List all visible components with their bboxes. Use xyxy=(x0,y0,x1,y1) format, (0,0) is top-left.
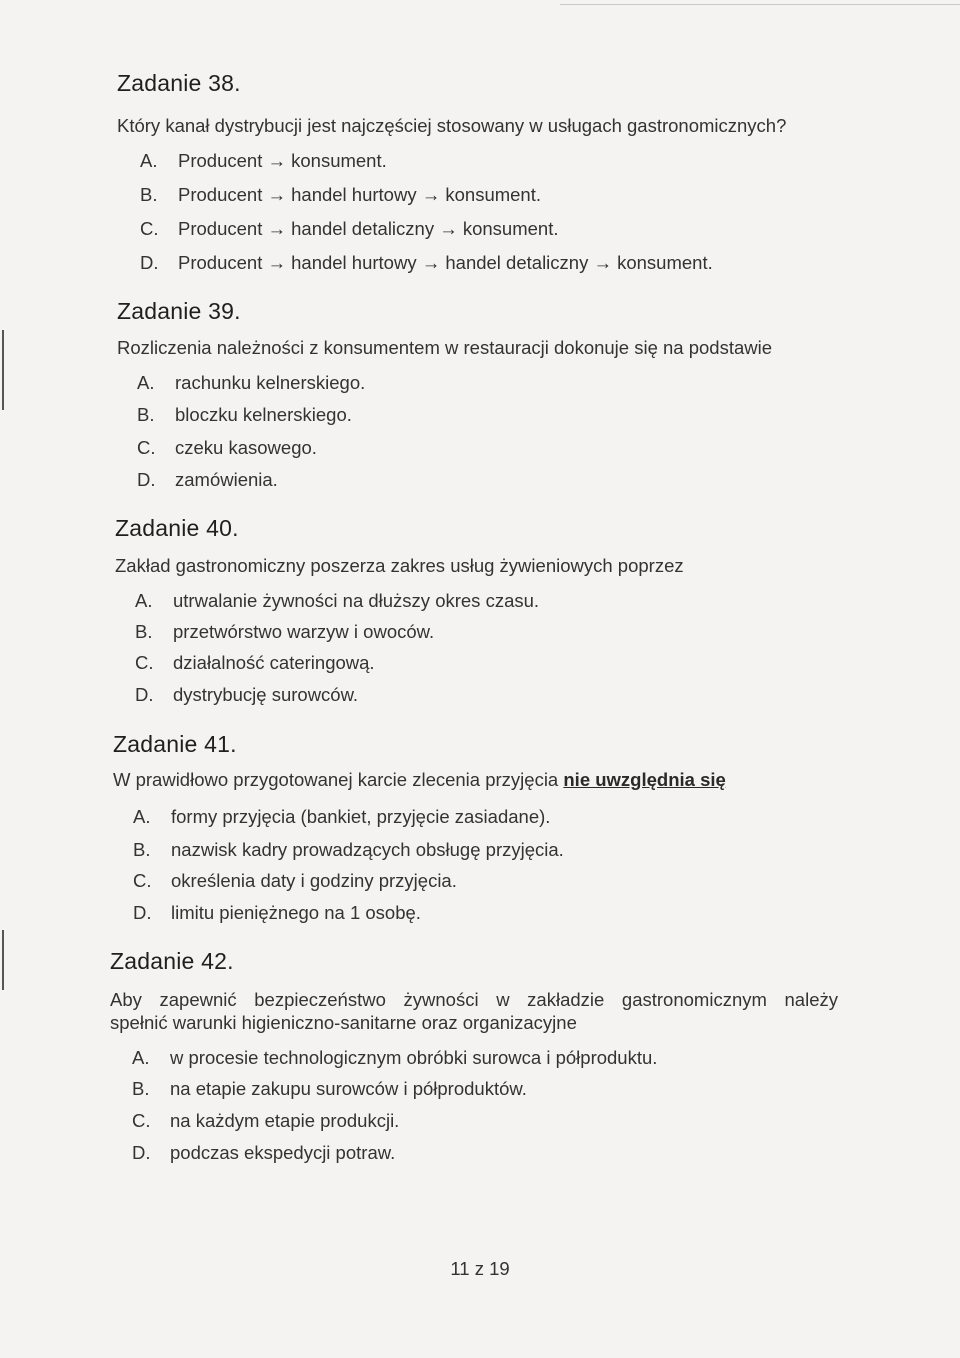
option-letter: A. xyxy=(137,372,155,393)
task-title: Zadanie 40. xyxy=(115,515,239,541)
answer-option xyxy=(132,1078,527,1100)
task-question: Który kanał dystrybucji jest najczęściej stosowany w usługach gastronomicznych? xyxy=(117,115,787,136)
option-letter: B. xyxy=(137,404,155,425)
task-title: Zadanie 39. xyxy=(117,298,241,324)
answer-option xyxy=(132,1110,399,1132)
page-edge-line xyxy=(560,4,960,5)
answer-option xyxy=(140,184,541,206)
option-text: zamówienia. xyxy=(175,469,278,490)
option-letter: D. xyxy=(133,902,152,923)
page-number: 11 z 19 xyxy=(450,1258,510,1279)
option-letter: C. xyxy=(133,870,152,891)
option-letter: D. xyxy=(135,684,154,705)
option-text: nazwisk kadry prowadzących obsługę przyjęcia. xyxy=(171,839,564,860)
option-text: podczas ekspedycji potraw. xyxy=(170,1142,396,1163)
task-title: Zadanie 38. xyxy=(117,70,241,96)
task-title: Zadanie 41. xyxy=(113,731,237,757)
option-letter: C. xyxy=(132,1110,151,1131)
answer-option xyxy=(132,1047,657,1069)
option-text: na każdym etapie produkcji. xyxy=(170,1110,400,1131)
option-text: przetwórstwo warzyw i owoców. xyxy=(173,621,435,642)
option-letter: B. xyxy=(132,1078,150,1099)
option-letter: C. xyxy=(140,218,159,239)
page-edge-shadow xyxy=(2,330,4,410)
answer-option xyxy=(140,218,559,240)
option-letter: B. xyxy=(135,621,153,642)
answer-option xyxy=(135,590,539,612)
option-text: Producent → handel detaliczny → konsument. xyxy=(178,218,559,239)
task-question: Zakład gastronomiczny poszerza zakres usług żywieniowych poprzez xyxy=(115,555,684,576)
option-letter: B. xyxy=(140,184,158,205)
option-text: limitu pieniężnego na 1 osobę. xyxy=(171,902,421,923)
option-text: działalność cateringową. xyxy=(173,652,375,673)
answer-option xyxy=(132,1142,395,1164)
option-letter: A. xyxy=(133,806,151,827)
answer-option xyxy=(137,437,317,459)
question-line: Aby zapewnić bezpieczeństwo żywności w zakładzie gastronomicznym należy xyxy=(110,989,838,1010)
answer-option xyxy=(140,150,387,172)
task-question xyxy=(113,769,726,791)
answer-option xyxy=(135,652,375,674)
option-text: Producent → handel hurtowy → handel detaliczny → konsument. xyxy=(178,252,713,273)
task-question: Rozliczenia należności z konsumentem w restauracji dokonuje się na podstawie xyxy=(117,337,773,358)
option-letter: C. xyxy=(135,652,154,673)
answer-option xyxy=(137,372,365,394)
option-letter: A. xyxy=(135,590,153,611)
option-letter: A. xyxy=(140,150,158,171)
option-letter: B. xyxy=(133,839,151,860)
page-edge-shadow xyxy=(2,930,4,990)
option-text: w procesie technologicznym obróbki surowca i półproduktu. xyxy=(170,1047,658,1068)
option-text: na etapie zakupu surowców i półproduktów. xyxy=(170,1078,527,1099)
option-text: formy przyjęcia (bankiet, przyjęcie zasiadane). xyxy=(171,806,551,827)
option-text: czeku kasowego. xyxy=(175,437,317,458)
answer-option xyxy=(137,404,352,426)
task-question xyxy=(110,988,838,1034)
answer-option xyxy=(133,839,564,861)
answer-option xyxy=(140,252,713,274)
question-line: spełnić warunki higieniczno-sanitarne oraz organizacyjne xyxy=(110,1012,577,1033)
answer-option xyxy=(133,870,457,892)
option-letter: D. xyxy=(132,1142,151,1163)
option-letter: D. xyxy=(137,469,156,490)
option-letter: A. xyxy=(132,1047,150,1068)
task-title: Zadanie 42. xyxy=(110,948,234,974)
question-emphasis: nie uwzględnia się xyxy=(563,769,726,790)
option-text: utrwalanie żywności na dłuższy okres czasu. xyxy=(173,590,540,611)
option-text: rachunku kelnerskiego. xyxy=(175,372,366,393)
question-text: W prawidłowo przygotowanej karcie zlecenia przyjęcia xyxy=(113,769,559,790)
answer-option xyxy=(135,621,434,643)
option-text: określenia daty i godziny przyjęcia. xyxy=(171,870,457,891)
answer-option xyxy=(137,469,278,491)
answer-option xyxy=(135,684,358,706)
option-text: Producent → handel hurtowy → konsument. xyxy=(178,184,541,205)
answer-option xyxy=(133,902,421,924)
option-text: bloczku kelnerskiego. xyxy=(175,404,352,425)
option-text: Producent → konsument. xyxy=(178,150,387,171)
option-letter: C. xyxy=(137,437,156,458)
option-letter: D. xyxy=(140,252,159,273)
answer-option xyxy=(133,806,550,828)
option-text: dystrybucję surowców. xyxy=(173,684,359,705)
